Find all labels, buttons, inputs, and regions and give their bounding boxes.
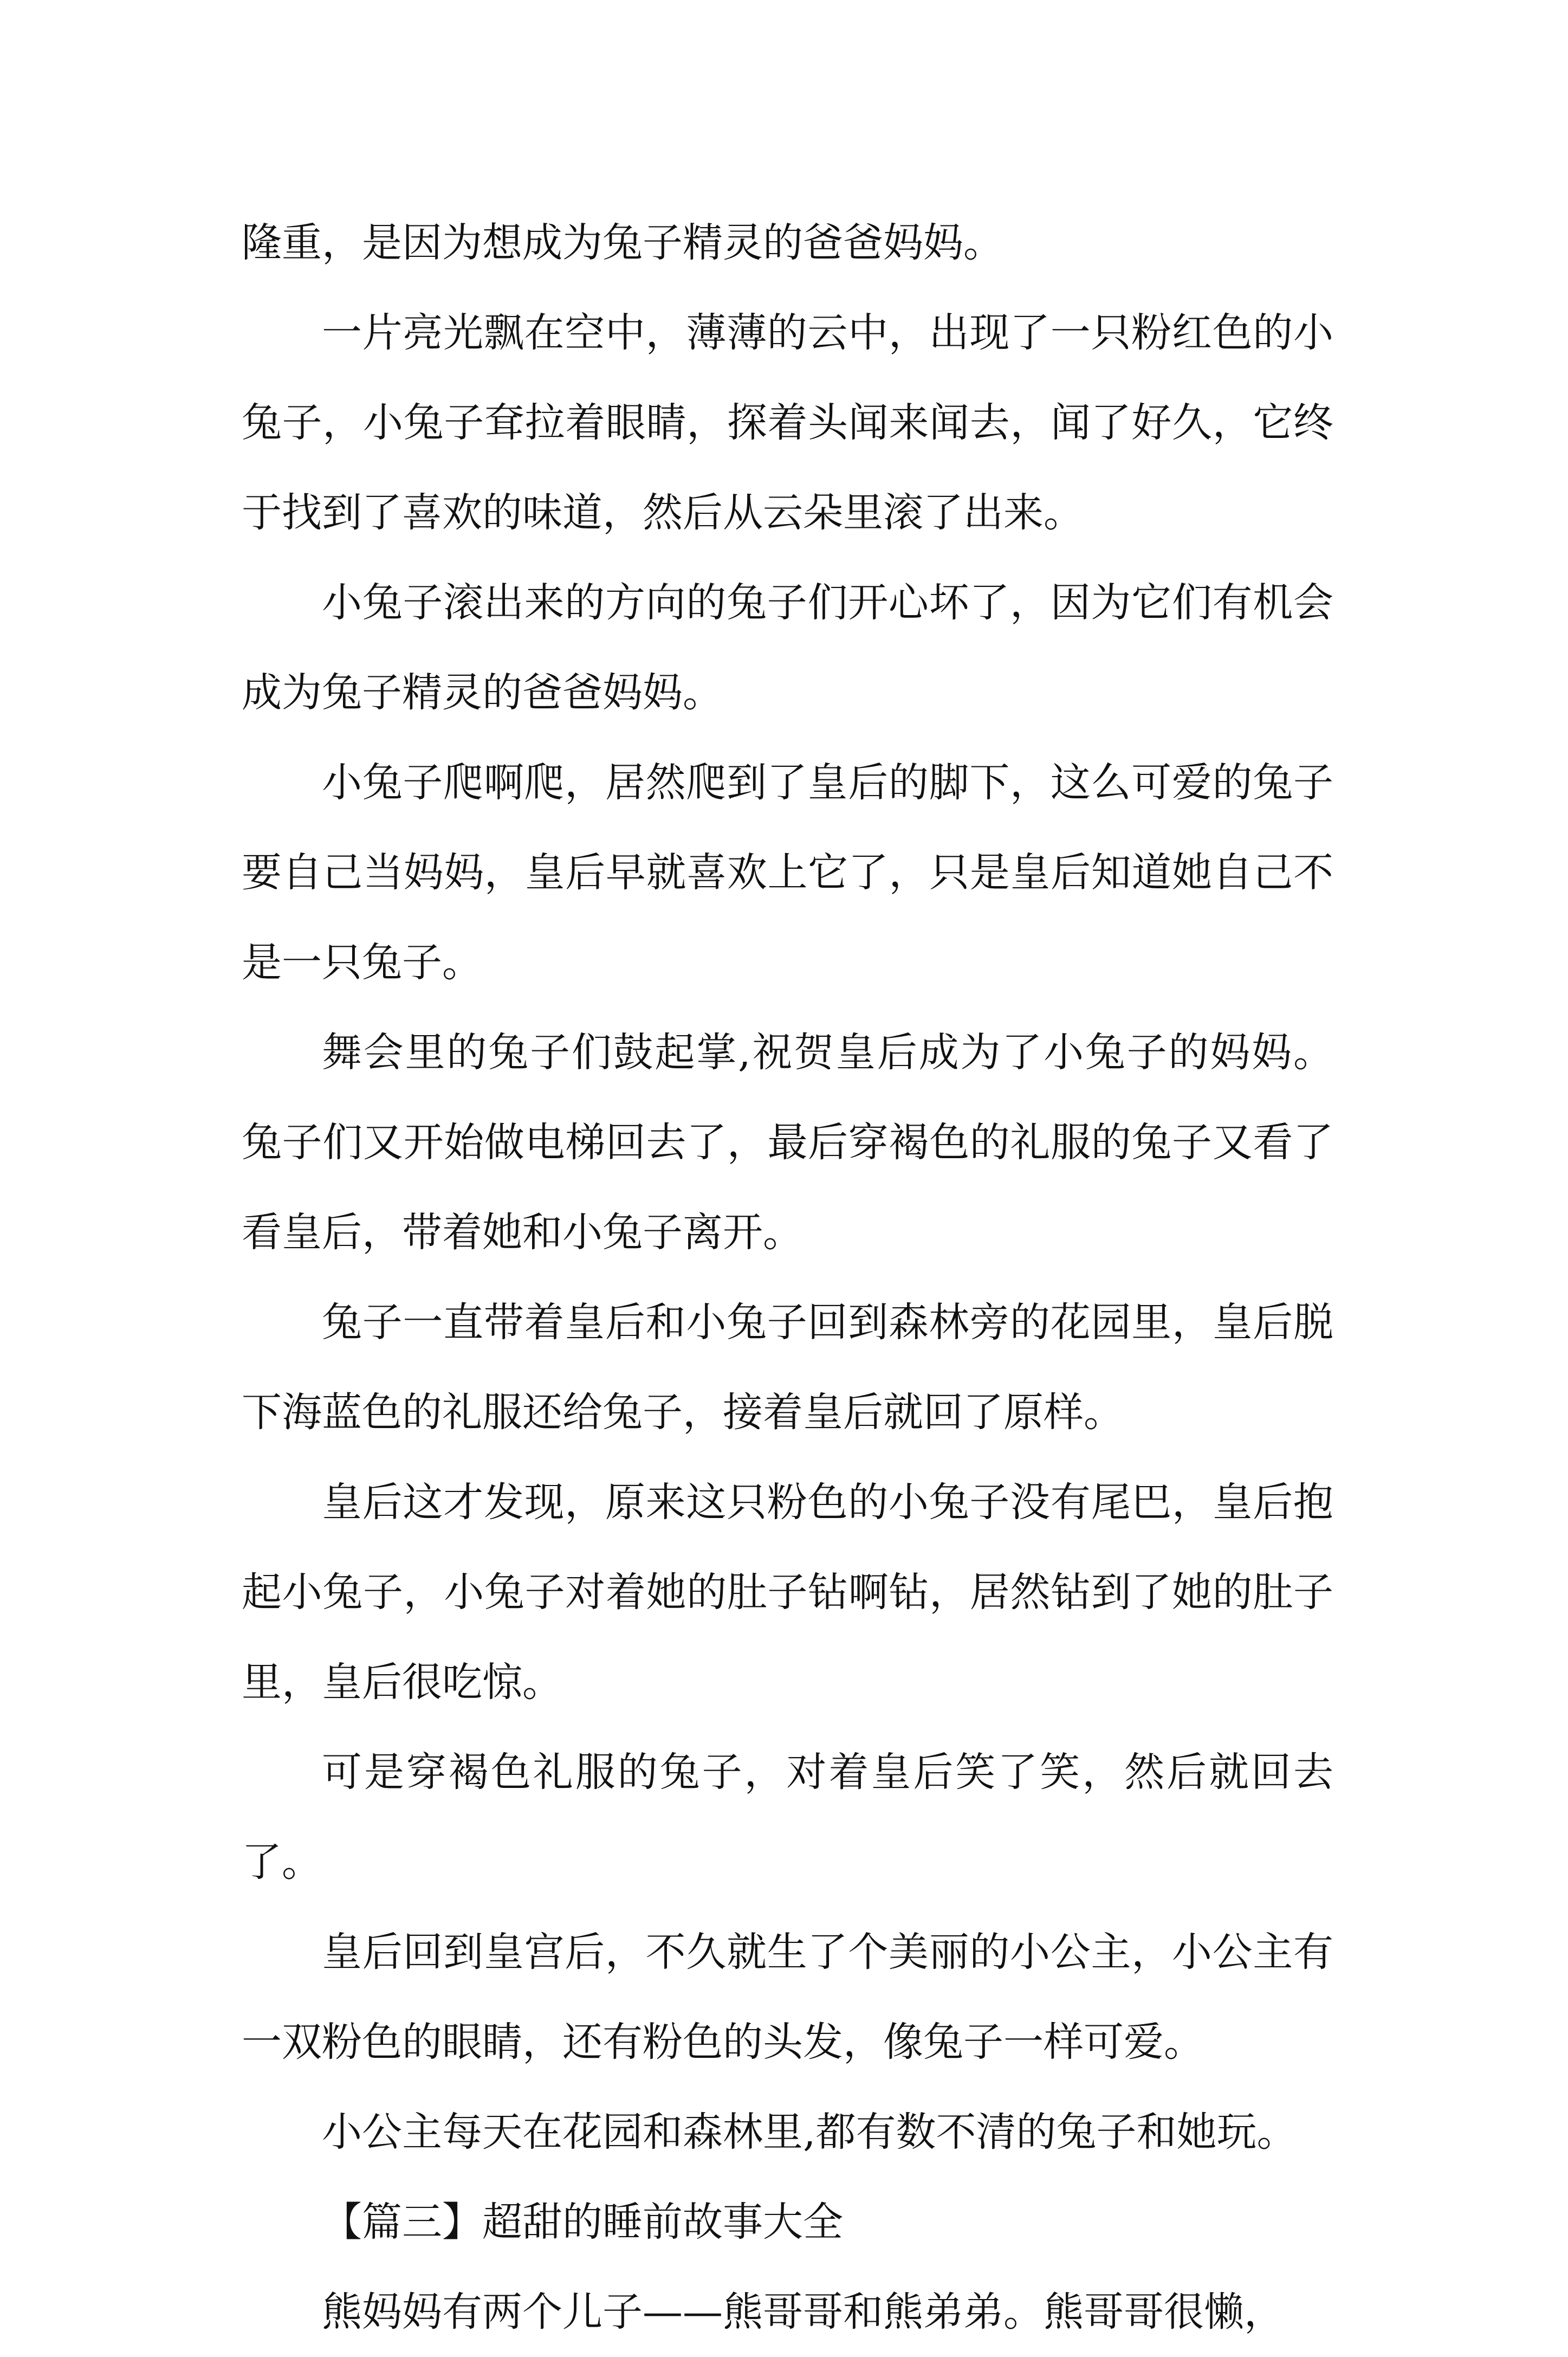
paragraph: 熊妈妈有两个儿子——熊哥哥和熊弟弟。熊哥哥很懒， [322, 2289, 1284, 2335]
paragraph: 小兔子滚出来的方向的兔子们开心坏了，因为它们有机会成为兔子精灵的爸爸妈妈。 [242, 579, 1333, 716]
paragraph: 可是穿褐色礼服的兔子，对着皇后笑了笑，然后就回去了。 [242, 1749, 1333, 1885]
paragraph: 舞会里的兔子们鼓起掌,祝贺皇后成为了小兔子的妈妈。兔子们又开始做电梯回去了，最后穿褐色的礼服的兔子又看了看皇后，带着她和小兔子离开。 [242, 1029, 1333, 1256]
paragraph: 隆重，是因为想成为兔子精灵的爸爸妈妈。 [242, 219, 1003, 266]
paragraph: 小兔子爬啊爬，居然爬到了皇后的脚下，这么可爱的兔子要自己当妈妈，皇后早就喜欢上它了，只是皇后知道她自己不是一只兔子。 [242, 759, 1333, 986]
body-text [242, 198, 1333, 2357]
paragraph: 一片亮光飘在空中，薄薄的云中，出现了一只粉红色的小兔子，小兔子耷拉着眼睛，探着头闻来闻去，闻了好久，它终于找到了喜欢的味道，然后从云朵里滚了出来。 [242, 309, 1333, 536]
paragraph: 兔子一直带着皇后和小兔子回到森林旁的花园里，皇后脱下海蓝色的礼服还给兔子，接着皇后就回了原样。 [242, 1299, 1333, 1436]
paragraph: 小公主每天在花园和森林里,都有数不清的兔子和她玩。 [322, 2109, 1297, 2155]
section-heading: 【篇三】超甜的睡前故事大全 [322, 2199, 843, 2245]
paragraph: 皇后回到皇宫后，不久就生了个美丽的小公主，小公主有一双粉色的眼睛，还有粉色的头发，像兔子一样可爱。 [242, 1929, 1333, 2065]
paragraph: 皇后这才发现，原来这只粉色的小兔子没有尾巴，皇后抱起小兔子，小兔子对着她的肚子钻啊钻，居然钻到了她的肚子里，皇后很吃惊。 [242, 1479, 1333, 1706]
